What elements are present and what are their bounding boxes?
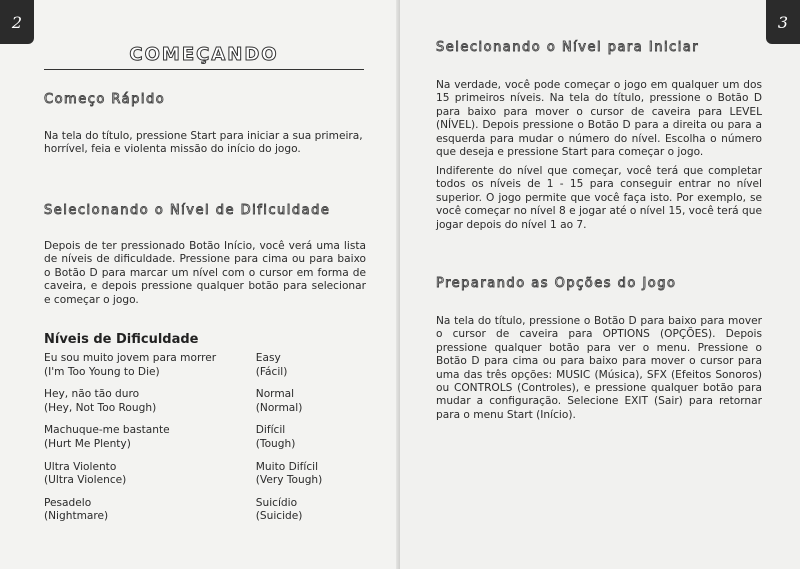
difficulty-row — [44, 497, 344, 524]
level-difficulty: Suicídio — [255, 496, 298, 509]
level-name-en: (Nightmare) — [44, 510, 109, 523]
level-name-en: (I'm Too Young to Die) — [44, 365, 160, 378]
difficulty-row — [44, 388, 344, 415]
section-heading-start-level: Selecionando o Nível para Iniciar — [436, 40, 700, 55]
difficulty-table-heading: Níveis de Dificuldade — [44, 332, 199, 347]
level-difficulty: Normal — [255, 388, 295, 401]
level-name-en: (Hurt Me Plenty) — [44, 437, 131, 450]
level-difficulty: Difícil — [255, 424, 286, 437]
level-name-pt: Ultra Violento — [44, 460, 117, 473]
level-name-en: (Ultra Violence) — [44, 474, 127, 487]
quick-start-text: Na tela do título, pressione Start para iniciar a sua primeira, horrível, feia e violenta missão do início do jogo. — [44, 130, 363, 156]
start-level-text-1: Na verdade, você pode começar o jogo em qualquer um dos 15 primeiros níveis. Na tela do título, pressione o Botão D para baixo para mover o cursor de caveira para LEVEL (NÍVEL). Depois pressione o Botão D para a direita ou para a esquerda para mudar o número do nível. Escolha o número que deseja e pressione Start para começar o jogo. — [436, 79, 762, 159]
page-number-tab: 3 — [766, 0, 800, 44]
level-difficulty-translation: (Suicide) — [255, 510, 303, 523]
difficulty-table — [44, 352, 344, 533]
start-level-text-2: Indiferente do nível que começar, você terá que completar todos os níveis de 1 - 15 para conseguir entrar no nível superior. O jogo permite que você faça isto. Por exemplo, se você começar no nível 8 e jogar até o nível 15, você terá que jogar depois do nível 1 ao 7. — [436, 165, 762, 231]
level-difficulty-translation: (Tough) — [255, 437, 296, 450]
level-name-pt: Eu sou muito jovem para morrer — [44, 352, 217, 364]
level-name-pt: Hey, não tão duro — [44, 388, 140, 401]
chapter-title: COMEÇANDO — [129, 44, 279, 65]
difficulty-row — [44, 461, 344, 488]
section-heading-quick-start: Começo Rápido — [44, 92, 166, 107]
right-page — [400, 0, 800, 569]
difficulty-row — [44, 352, 344, 379]
page-number-tab: 2 — [0, 0, 34, 44]
section-heading-difficulty: Selecionando o Nível de Dificuldade — [44, 203, 331, 218]
level-name-pt: Pesadelo — [44, 496, 92, 509]
level-difficulty-translation: (Very Tough) — [255, 474, 323, 487]
level-difficulty: Muito Difícil — [255, 460, 319, 473]
level-name-en: (Hey, Not Too Rough) — [44, 401, 157, 414]
difficulty-text: Depois de ter pressionado Botão Início, você verá uma lista de níveis de dificuldade. Pressione para cima ou para baixo o Botão D para marcar um nível com o cursor em forma de caveira, e depois pressione qualquer botão para selecionar e começar o jogo. — [44, 240, 366, 306]
section-heading-options: Preparando as Opções do Jogo — [436, 276, 677, 291]
chapter-rule — [44, 69, 364, 70]
options-text: Na tela do título, pressione o Botão D para baixo para mover o cursor de caveira para OPTIONS (OPÇÕES). Depois pressione qualquer botão para ver o menu. Pressione o Botão D para cima ou para baixo para mover o cursor para uma das três opções: MUSIC (Música), SFX (Efeitos Sonoros) ou CONTROLS (Controles), e pressione qualquer botão para mudar a configuração. Selecione EXIT (Sair) para retornar para o menu Start (Início). — [436, 315, 762, 421]
level-difficulty: Easy — [255, 352, 281, 364]
level-difficulty-translation: (Normal) — [255, 401, 303, 414]
level-name-pt: Machuque-me bastante — [44, 424, 170, 437]
level-difficulty-translation: (Fácil) — [255, 365, 288, 378]
difficulty-row — [44, 424, 344, 451]
